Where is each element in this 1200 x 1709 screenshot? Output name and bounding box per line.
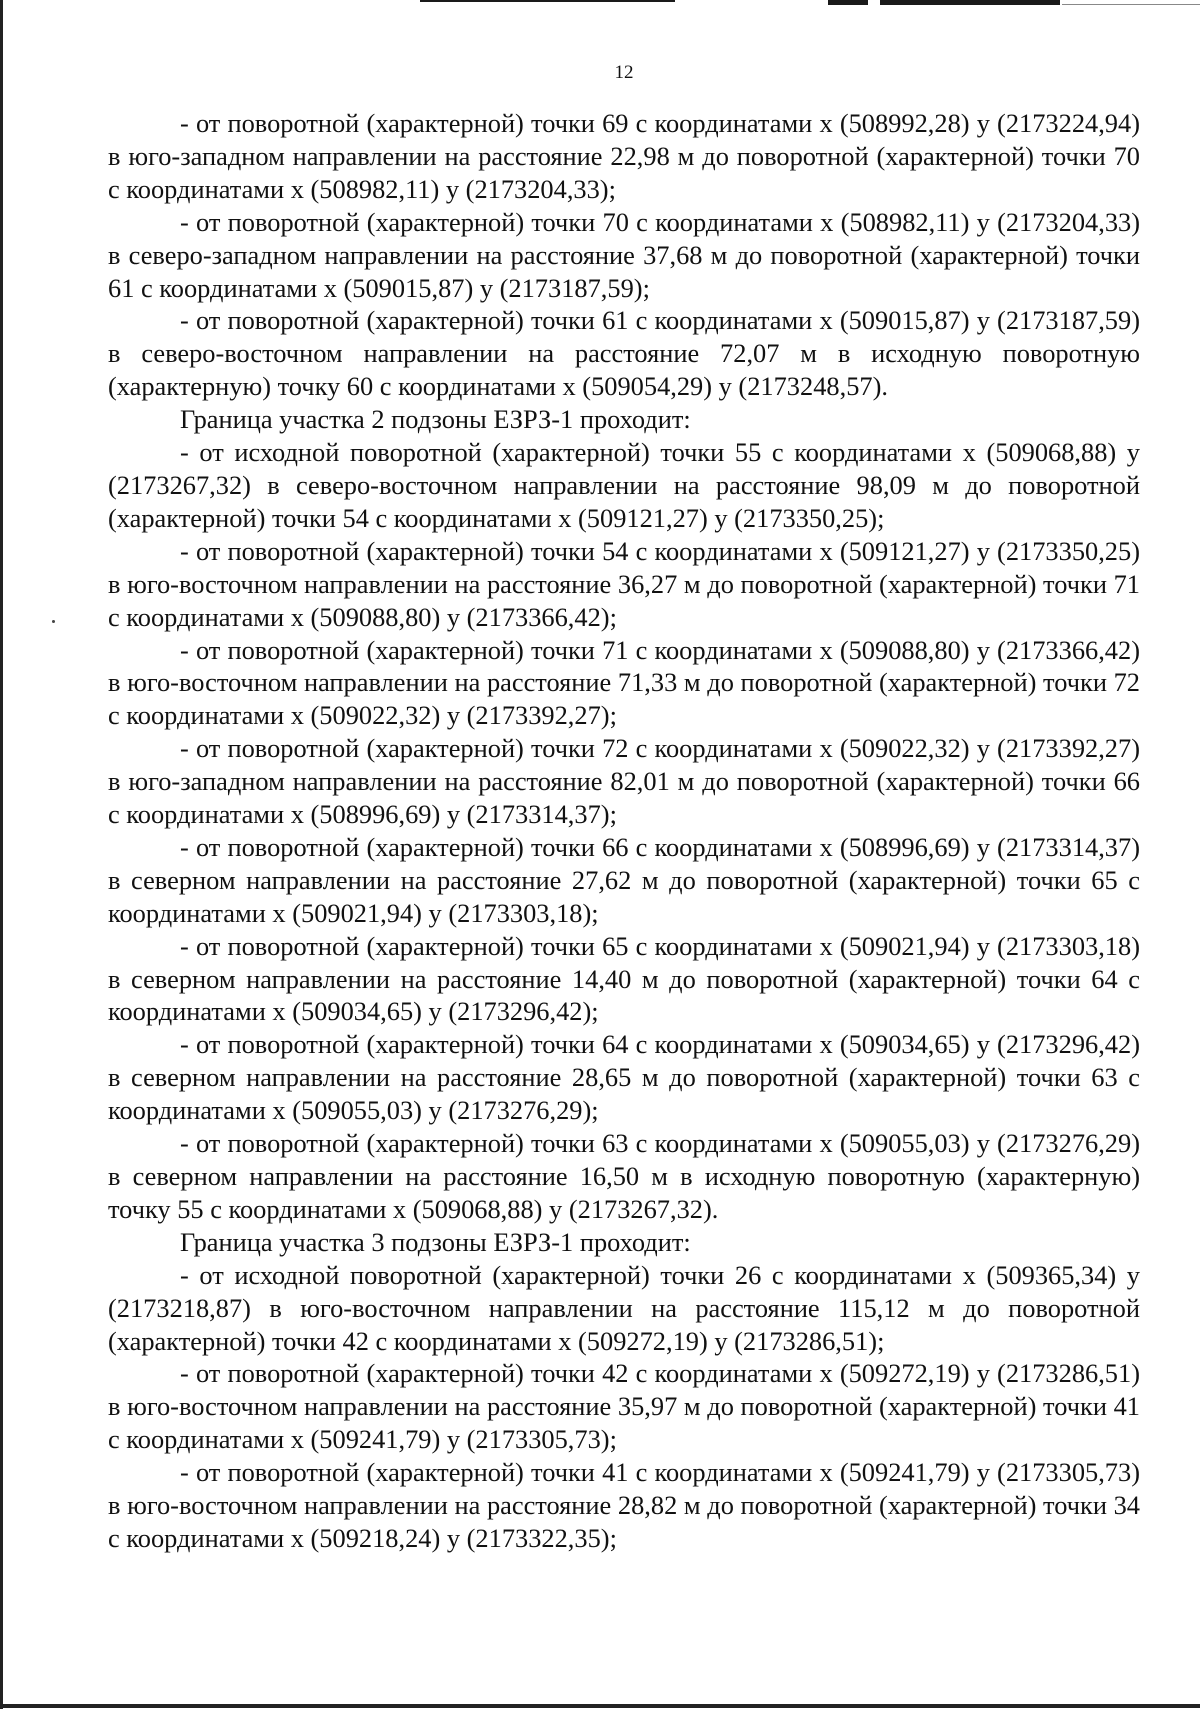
- boundary-segment: - от поворотной (характерной) точки 42 с координатами x (509272,19) y (2173286,51) в юго-восточном направлении на расстояние 35,97 м до поворотной (характерной) точки 41 с координатами x (509241,79) y (2173305,73);: [108, 1358, 1140, 1455]
- scan-bottom-rule: [0, 1704, 1200, 1708]
- scan-speck: [52, 620, 55, 623]
- scan-top-rule: [828, 0, 868, 5]
- boundary-segment: - от поворотной (характерной) точки 54 с координатами x (509121,27) y (2173350,25) в юго-восточном направлении на расстояние 36,27 м до поворотной (характерной) точки 71 с координатами x (509088,80) y (2173366,42);: [108, 535, 1140, 632]
- document-body: [108, 107, 1140, 1555]
- boundary-segment: - от исходной поворотной (характерной) точки 26 с координатами x (509365,34) y (2173218,87) в юго-восточном направлении на расстояние 115,12 м до поворотной (характерной) точки 42 с координатами x (509272,19) y (2173286,51);: [108, 1259, 1140, 1356]
- scan-top-rule: [880, 0, 1060, 5]
- boundary-segment: - от поворотной (характерной) точки 70 с координатами x (508982,11) y (2173204,33) в северо-западном направлении на расстояние 37,68 м до поворотной (характерной) точки 61 с координатами x (509015,87) y (2173187,59);: [108, 206, 1140, 303]
- boundary-segment: - от исходной поворотной (характерной) точки 55 с координатами x (509068,88) y (2173267,32) в северо-восточном направлении на расстояние 98,09 м до поворотной (характерной) точки 54 с координатами x (509121,27) y (2173350,25);: [108, 437, 1140, 533]
- boundary-segment: - от поворотной (характерной) точки 64 с координатами x (509034,65) y (2173296,42) в северном направлении на расстояние 28,65 м до поворотной (характерной) точки 63 с координатами x (509055,03) y (2173276,29);: [108, 1029, 1140, 1126]
- section-heading: Граница участка 2 подзоны ЕЗРЗ-1 проходит:: [180, 404, 691, 435]
- boundary-segment: - от поворотной (характерной) точки 63 с координатами x (509055,03) y (2173276,29) в северном направлении на расстояние 16,50 м в исходную поворотную (характерную) точку 55 с координатами x (509068,88) y (2173267,32).: [108, 1128, 1140, 1224]
- boundary-segment: - от поворотной (характерной) точки 71 с координатами x (509088,80) y (2173366,42) в юго-восточном направлении на расстояние 71,33 м до поворотной (характерной) точки 72 с координатами x (509022,32) y (2173392,27);: [108, 634, 1140, 731]
- boundary-segment: - от поворотной (характерной) точки 61 с координатами x (509015,87) y (2173187,59) в северо-восточном направлении на расстояние 72,07 м в исходную поворотную (характерную) точку 60 с координатами x (509054,29) y (2173248,57).: [108, 305, 1140, 402]
- scan-top-rule: [420, 0, 675, 2]
- boundary-segment: - от поворотной (характерной) точки 66 с координатами x (508996,69) y (2173314,37) в северном направлении на расстояние 27,62 м до поворотной (характерной) точки 65 с координатами x (509021,94) y (2173303,18);: [108, 831, 1140, 928]
- boundary-segment: - от поворотной (характерной) точки 72 с координатами x (509022,32) y (2173392,27) в юго-западном направлении на расстояние 82,01 м до поворотной (характерной) точки 66 с координатами x (508996,69) y (2173314,37);: [108, 733, 1140, 830]
- scan-top-rule: [1062, 4, 1200, 5]
- boundary-segment: - от поворотной (характерной) точки 69 с координатами x (508992,28) y (2173224,94) в юго-западном направлении на расстояние 22,98 м до поворотной (характерной) точки 70 с координатами x (508982,11) y (2173204,33);: [108, 108, 1140, 204]
- scan-left-edge: [0, 0, 3, 1709]
- page-number: 12: [614, 62, 634, 83]
- boundary-segment: - от поворотной (характерной) точки 65 с координатами x (509021,94) y (2173303,18) в северном направлении на расстояние 14,40 м до поворотной (характерной) точки 64 с координатами x (509034,65) y (2173296,42);: [108, 930, 1140, 1027]
- boundary-segment: - от поворотной (характерной) точки 41 с координатами x (509241,79) y (2173305,73) в юго-восточном направлении на расстояние 28,82 м до поворотной (характерной) точки 34 с координатами x (509218,24) y (2173322,35);: [108, 1457, 1140, 1553]
- section-heading: Граница участка 3 подзоны ЕЗРЗ-1 проходит:: [180, 1226, 691, 1257]
